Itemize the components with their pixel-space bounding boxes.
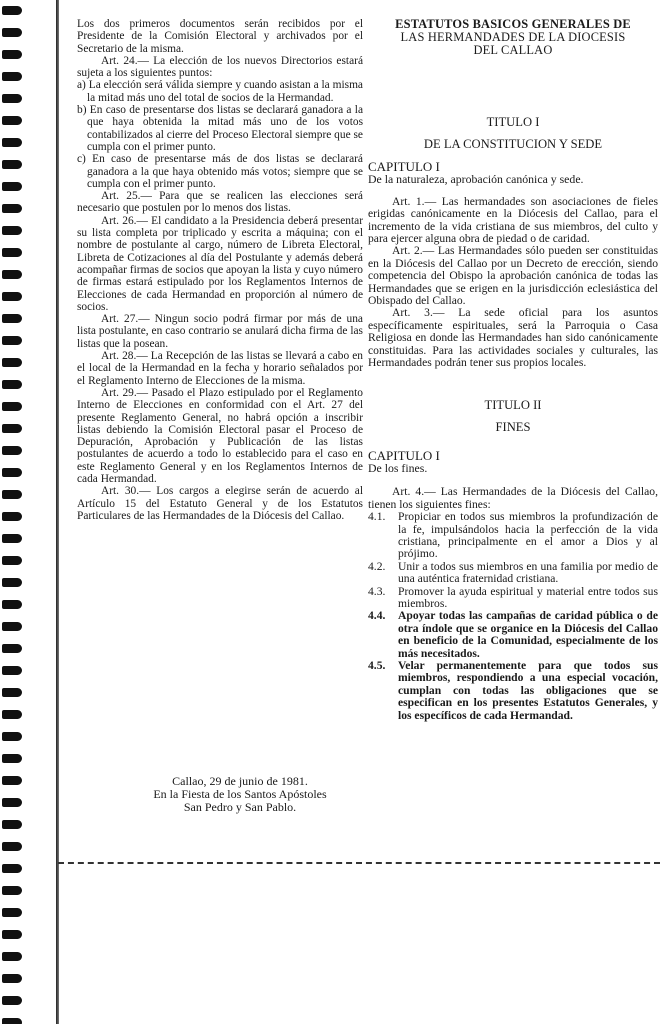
titulo-2-subheading: FINES [495,419,531,434]
item-number: 4.4. [368,609,386,623]
item-number: 4.1. [368,510,386,524]
binding-coil [2,886,22,895]
binding-coil [2,182,22,191]
binding-coil [2,358,22,367]
item-text: Unir a todos sus miembros en una familia por medio de una auténtica fraternidad cristiana. [398,559,658,586]
binding-coil [2,292,22,301]
binding-coil [2,28,22,37]
item-text: Promover la ayuda espiritual y material entre todos sus miembros. [398,584,658,610]
binding-coil [2,534,22,543]
document-title-line-3: DEL CALLAO [473,43,553,57]
document-title [368,18,658,57]
document-title-line-1: ESTATUTOS BASICOS GENERALES DE [395,17,631,31]
binding-coil [2,512,22,521]
binding-coil [2,72,22,81]
article-25: Art. 25.— Para que se realicen las elecciones será necesario que postulen por lo menos dos listas. [77,190,363,215]
binding-coil [2,798,22,807]
article-29: Art. 29.— Pasado el Plazo estipulado por el Reglamento Interno de Elecciones en conformidad con el Art. 27 del presente Reglamento General, no habrá opción a inscribir listas debiendo la Comisión Electoral pasar el Proceso de Depuración, Aprobación y Publicación de las listas postulantes de acuerdo a todo lo establecido para el caso en este Reglamento General y en los Reglamentos Internos de cada Hermandad. [77,386,363,485]
binding-coil [2,314,22,323]
binding-coil [2,600,22,609]
saints-line: San Pedro y San Pablo. [183,800,297,815]
item-text: Velar permanentemente para que todos sus miembros, respondiendo a una especial vocación, cumplan con todas las obligaciones que se especifican en los presentes Estatutos Generales, y los específicos de cada Hermandad. [398,659,658,722]
binding-coil [2,94,22,103]
item-number: 4.2. [368,559,386,573]
article-28: Art. 28.— La Recepción de las listas se llevará a cabo en el local de la Hermandad en la fecha y horario señalados por el Reglamento Interno de Elecciones de la misma. [77,350,363,387]
article-24: Art. 24.— La elección de los nuevos Directorios estará sujeta a los siguientes puntos: [77,54,363,80]
binding-coil [2,622,22,631]
binding-coil [2,6,22,15]
binding-coil [2,490,22,499]
binding-coil [2,842,22,851]
article-24-b: b) En caso de presentarse dos listas se declarará ganadora a la que haya obtenida la mitad más uno de los votos contabilizados al cierre del Proceso Electoral siempre que se cumpla con el primer punto. [77,104,363,153]
binding-coil [2,776,22,785]
binding-coil [2,1018,22,1024]
item-number: 4.3. [368,584,386,598]
binding-coil [2,820,22,829]
binding-coil [2,468,22,477]
binding-coil [2,336,22,345]
item-number: 4.5. [368,659,386,672]
binding-coil [2,908,22,917]
article-24-c: c) En caso de presentarse más de dos listas se declarará ganadora a la que haya obtenido más votos; siempre que se cumpla con el primer punto. [77,153,363,190]
binding-coil [2,248,22,257]
article-3: Art. 3.— La sede oficial para los asuntos específicamente espirituales, será la Parroquia o Casa Religiosa en donde las Hermandades han sido canónicamente constituidas. Para las actividades sociales y culturales, las Hermandades podrán tener sus propios locales. [368,306,658,370]
binding-coil [2,204,22,213]
binding-coil [2,732,22,741]
item-text: Apoyar todas las campañas de caridad pública o de otra índole que se organice en la Diócesis del Callao en beneficio de la Comunidad, especialmente de los más necesitados. [398,609,658,660]
document-title-line-2: LAS HERMANDADES DE LA DIOCESIS [400,30,626,44]
fines-list [368,511,658,722]
article-27: Art. 27.— Ningun socio podrá firmar por más de una lista postulante, en caso contrario se anulará dicha firma de las listas que la posean. [77,313,363,350]
list-item [368,561,658,586]
binding-coil [2,160,22,169]
binding-coil [2,50,22,59]
binding-coil [2,754,22,763]
article-4: Art. 4.— Las Hermandades de la Diócesis del Callao, tienen los siguientes fines: [368,485,658,511]
binding-coil [2,644,22,653]
binding-coil [2,578,22,587]
list-item [368,660,658,722]
list-item [368,586,658,611]
titulo-1-heading: TITULO I [486,115,540,129]
binding-coil [2,930,22,939]
binding-coil [2,116,22,125]
binding-coil [2,226,22,235]
titulo-2-heading: TITULO II [484,397,542,412]
spiral-binding [0,0,26,1024]
capitulo-1-heading: CAPITULO I [368,159,440,174]
binding-coil [2,380,22,389]
binding-coil [2,270,22,279]
binding-coil [2,864,22,873]
signature-date-block [130,775,350,815]
feast-line: En la Fiesta de los Santos Apóstoles [153,787,327,802]
binding-coil [2,996,22,1005]
date-line: Callao, 29 de junio de 1981. [172,774,308,788]
list-item [368,610,658,660]
list-item [368,511,658,561]
capitulo-1-subheading: De la naturaleza, aprobación canónica y sede. [368,172,584,187]
article-24-a: a) La elección será válida siempre y cuando asistan a la misma la mitad más uno del total de socios de la Hermandad. [77,79,363,104]
capitulo-1-fines-heading: CAPITULO I [368,447,440,463]
article-1: Art. 1.— Las hermandades son asociaciones de fieles erigidas canónicamente en la Diócesis del Callao, para el incremento de la vida cristiana de sus miembros, del culto y para ejercer alguna obra de piedad o de caridad. [368,194,658,246]
binding-coil [2,688,22,697]
document-page [60,0,660,1024]
page-edge [56,0,59,1024]
binding-coil [2,974,22,983]
binding-coil [2,952,22,961]
article-2: Art. 2.— Las Hermandades sólo pueden ser constituidas en la Diócesis del Callao por un Decreto de erección, siendo competencia del Obispo la aprobación canónica de todas las Hermandades que se erigen en la jurisdicción eclesiástica del Obispado del Callao. [368,244,658,308]
binding-coil [2,666,22,675]
binding-coil [2,556,22,565]
binding-coil [2,138,22,147]
capitulo-1-fines-subheading: De los fines. [368,460,428,475]
binding-coil [2,446,22,455]
binding-coil [2,424,22,433]
binding-coil [2,402,22,411]
article-30: Art. 30.— Los cargos a elegirse serán de acuerdo al Artículo 15 del Estatuto General y de los Estatutos Particulares de las Hermandades de la Diócesis del Callao. [77,485,363,522]
intro-paragraph: Los dos primeros documentos serán recibidos por el Presidente de la Comisión Electoral y archivados por el Secretario de la misma. [77,18,363,55]
right-column [368,18,658,722]
titulo-1-subheading: DE LA CONSTITUCION Y SEDE [423,137,603,151]
left-column [77,18,363,522]
article-26: Art. 26.— El candidato a la Presidencia deberá presentar su lista completa por triplicado y escrita a máquina; con el nombre de postulante al cargo, número de Libreta Electoral, Libreta de Cotizaciones al día del Postulante y además deberá acompañar firmas de socios que apoyan la lista y cuyo número de firmas estará estipulado por los Reglamentos Internos de Elecciones de cada Hermandad en proporción al número de socios. [77,214,363,313]
binding-coil [2,710,22,719]
item-text: Propiciar en todos sus miembros la profundización de la fe, impulsándolos hacia la perfección de la vida cristiana, principalmente en el amor a Dios y al prójimo. [398,510,658,561]
